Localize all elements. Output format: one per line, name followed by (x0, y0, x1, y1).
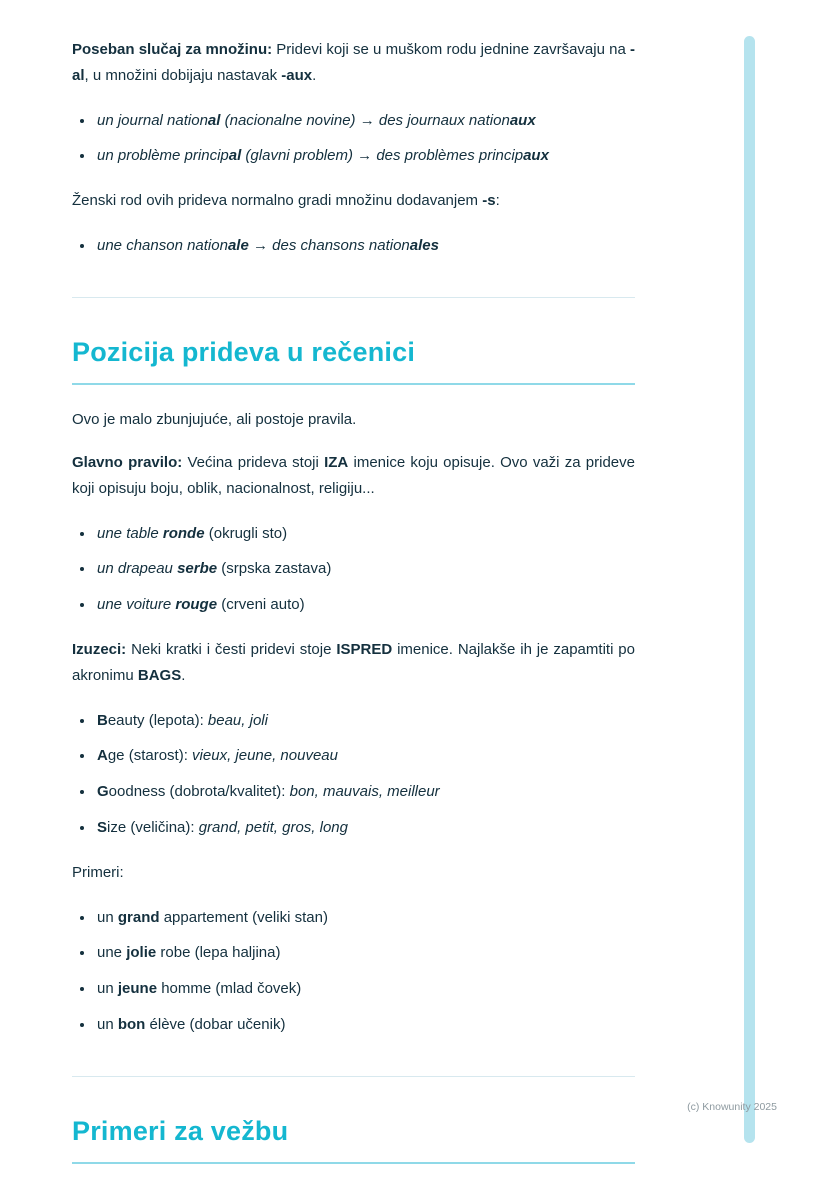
text-run: ISPRED (336, 640, 393, 658)
text-run: Izuzeci: (72, 640, 132, 658)
list-item (95, 708, 635, 734)
bullet-list (72, 108, 635, 170)
text-run: Primeri: (72, 863, 124, 881)
list-item (95, 905, 635, 931)
text-run: Ovo je malo zbunjujuće, ali postoje pravila. (72, 411, 357, 429)
text-run: bon (117, 1015, 146, 1033)
text-run: (crveni auto) (217, 596, 305, 614)
text-run: jeune (117, 980, 158, 998)
text-run: des problèmes princip (376, 147, 524, 165)
text-run: oodness (dobrota/kvalitet): (108, 783, 290, 801)
text-run: B (97, 711, 108, 729)
list-item (95, 233, 635, 259)
paragraph (72, 860, 635, 886)
list-item (95, 976, 635, 1002)
paragraph (72, 450, 635, 502)
text-run: al (228, 147, 242, 165)
list-item (95, 743, 635, 769)
text-run: (nacionalne novine) → (220, 111, 379, 129)
text-run: un journal nation (97, 111, 208, 129)
section-heading: Pozicija prideva u rečenici (72, 336, 635, 385)
paragraph (72, 637, 635, 689)
text-run: al (207, 111, 221, 129)
text-run: ize (veličina): (107, 818, 199, 836)
text-run: . (181, 666, 186, 684)
list-item (95, 521, 635, 547)
text-run: Poseban slučaj za množinu: (72, 41, 277, 58)
paragraph (72, 37, 635, 89)
text-run: jolie (126, 944, 157, 962)
text-run: une table (97, 524, 163, 542)
text-run: un drapeau (97, 560, 178, 578)
text-run: ge (starost): (107, 747, 193, 765)
document-content (72, 20, 635, 1186)
paragraph (72, 188, 635, 214)
text-run: un problème princip (97, 147, 229, 165)
text-run: (okrugli sto) (204, 524, 288, 542)
text-run: grand, petit, gros, long (198, 818, 348, 836)
text-run: robe (lepa haljina) (156, 944, 281, 962)
text-run: vieux, jeune, nouveau (192, 747, 338, 765)
list-item (95, 815, 635, 841)
text-run: imenice koju opisuje. Ovo važi za prideve koji opisuju boju, oblik, nacionalnost, religiju... (72, 453, 635, 497)
text-run: Ženski rod ovih prideva normalno gradi množinu dodavanjem (72, 192, 483, 210)
bullet-list (72, 708, 635, 841)
text-run: une chanson nation (97, 236, 228, 254)
text-run: IZA (324, 453, 349, 471)
bullet-list (72, 905, 635, 1038)
text-run: ale (227, 236, 249, 254)
text-run: beau, joli (207, 711, 268, 729)
text-run: aux (509, 111, 536, 129)
text-run: (srpska zastava) (217, 560, 332, 578)
right-accent-bar (744, 36, 755, 1143)
text-run: des journaux nation (378, 111, 510, 129)
list-item (95, 143, 635, 169)
text-run: une (97, 944, 127, 962)
text-run: un (97, 980, 118, 998)
list-item (95, 1012, 635, 1038)
section-divider (72, 297, 635, 298)
text-run: un (97, 1015, 118, 1033)
text-run: → (248, 236, 273, 254)
text-run: G (97, 783, 109, 801)
text-run: A (97, 747, 108, 765)
text-run: imenice. Najlakše ih je zapamtiti po akronimu (72, 640, 635, 684)
section-heading: Primeri za vežbu (72, 1115, 635, 1164)
text-run: homme (mlad čovek) (157, 980, 302, 998)
text-run: (glavni problem) → (241, 147, 377, 165)
text-run: un (97, 908, 118, 926)
list-item (95, 108, 635, 134)
text-run: Neki kratki i česti pridevi stoje (131, 640, 337, 658)
text-run: appartement (veliki stan) (159, 908, 328, 926)
bullet-list (72, 521, 635, 618)
text-run: ronde (162, 524, 205, 542)
text-run: élève (dobar učenik) (145, 1015, 286, 1033)
bullet-list (72, 233, 635, 259)
text-run: Većina prideva stoji (187, 453, 325, 471)
list-item (95, 940, 635, 966)
text-run: des chansons nation (272, 236, 410, 254)
text-run: -al (72, 41, 635, 84)
text-run: bon, mauvais, meilleur (289, 783, 440, 801)
text-run: , u množini dobijaju nastavak (84, 66, 282, 84)
copyright-watermark: (c) Knowunity 2025 (687, 1101, 777, 1113)
text-run: une voiture (97, 596, 176, 614)
text-run: eauty (lepota): (107, 711, 208, 729)
text-run: aux (523, 147, 549, 165)
text-run: BAGS (137, 666, 182, 684)
text-run: Pridevi koji se u muškom rodu jednine završavaju na (276, 41, 630, 58)
list-item (95, 779, 635, 805)
text-run: grand (117, 908, 160, 926)
text-run: . (312, 66, 317, 84)
section-divider (72, 1076, 635, 1077)
list-item (95, 592, 635, 618)
text-run: Glavno pravilo: (72, 453, 188, 471)
text-run: serbe (177, 560, 218, 578)
text-run: : (495, 192, 500, 210)
text-run: -s (482, 192, 496, 210)
paragraph (72, 407, 635, 433)
text-run: rouge (175, 596, 218, 614)
text-run: ales (409, 236, 439, 254)
text-run: S (97, 818, 108, 836)
text-run: -aux (281, 66, 313, 84)
list-item (95, 556, 635, 582)
